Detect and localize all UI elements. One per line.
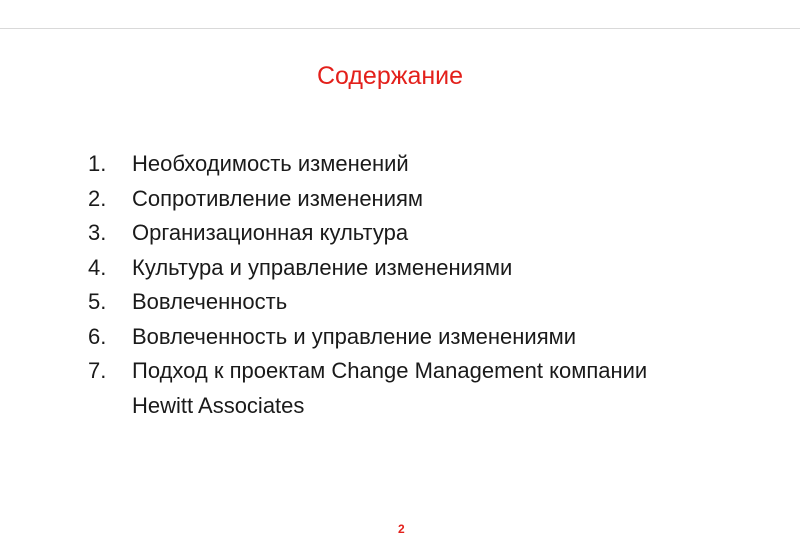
top-divider — [0, 28, 800, 29]
agenda-item-number: 4. — [88, 254, 107, 280]
agenda-item-text: Вовлеченность — [132, 289, 288, 314]
agenda-item-4 — [88, 251, 712, 286]
agenda-item-6 — [88, 320, 712, 355]
agenda-item-3 — [88, 216, 712, 251]
agenda-item-text: Вовлеченность и управление изменениями — [132, 323, 577, 349]
slide-title: Содержание — [316, 62, 464, 90]
agenda-item-2 — [88, 182, 712, 217]
agenda-item-number: 1. — [88, 151, 107, 176]
agenda-item-text: Сопротивление изменениям — [132, 185, 424, 211]
page-number: 2 — [398, 522, 405, 536]
agenda-item-text: Организационная культура — [132, 220, 409, 245]
agenda-item-number: 2. — [88, 185, 107, 211]
agenda-item-number: 3. — [88, 220, 107, 245]
agenda-item-7 — [88, 354, 712, 423]
agenda-item-text: Культура и управление изменениями — [132, 254, 513, 280]
agenda-list — [88, 147, 712, 423]
agenda-item-1 — [88, 147, 712, 182]
agenda-item-number: 7. — [88, 358, 107, 383]
agenda-item-text: Необходимость изменений — [132, 151, 409, 176]
agenda-item-number: 5. — [88, 289, 107, 314]
agenda-item-text: Подход к проектам Change Management компании Hewitt Associates — [132, 358, 648, 418]
agenda-item-number: 6. — [88, 323, 107, 349]
agenda-item-5 — [88, 285, 712, 320]
